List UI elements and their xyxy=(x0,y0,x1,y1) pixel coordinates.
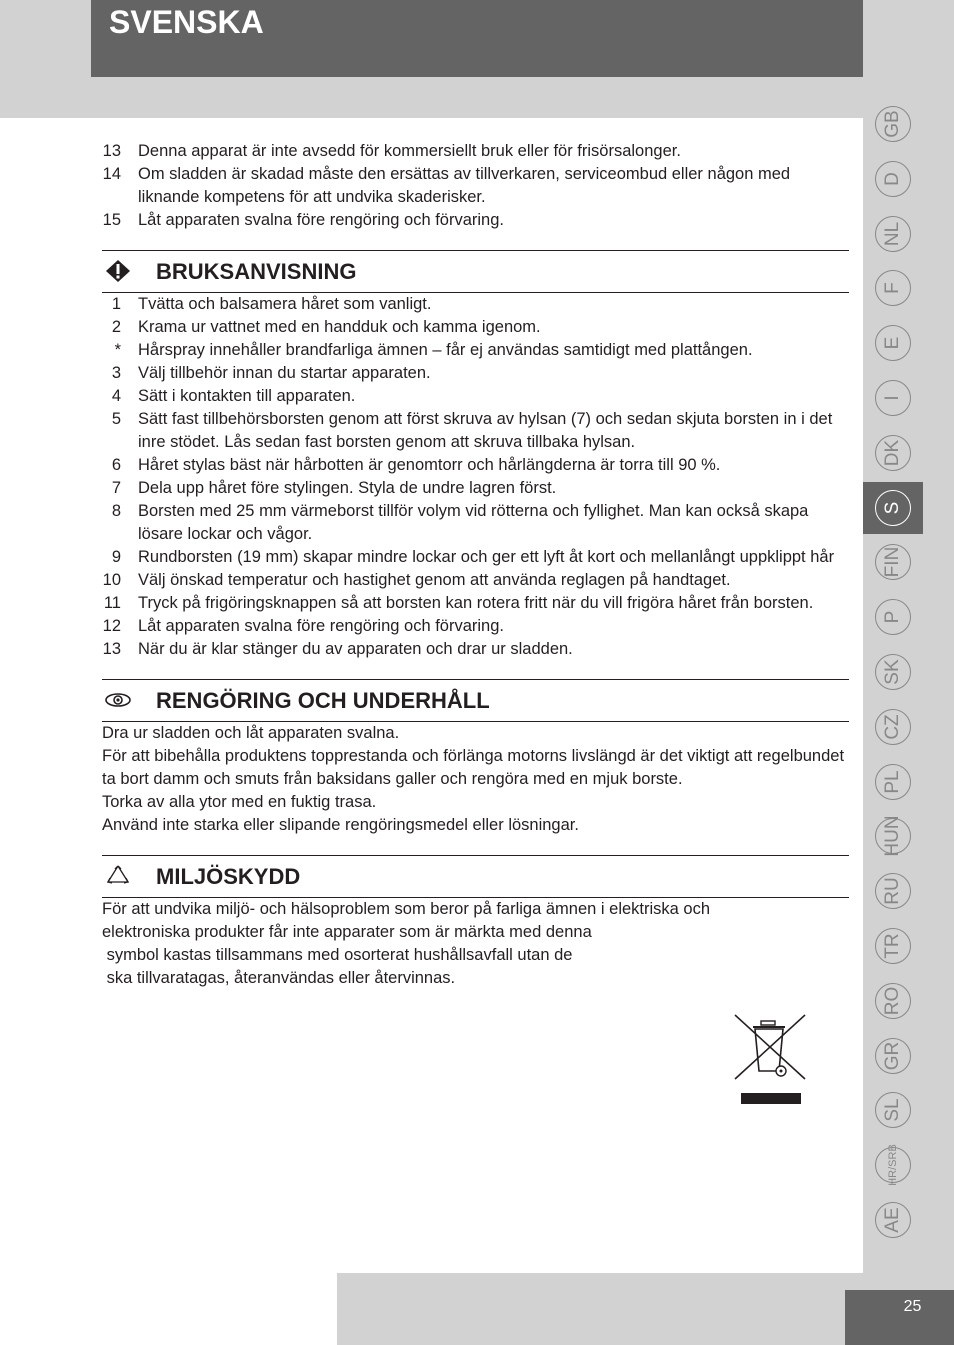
language-tab-label: FIN xyxy=(875,544,911,580)
list-item xyxy=(102,638,849,661)
language-tab[interactable] xyxy=(863,262,923,314)
section-environment xyxy=(102,855,849,990)
language-tab-label: PL xyxy=(875,764,911,800)
item-text: När du är klar stänger du av apparaten och drar ur sladden. xyxy=(138,640,573,658)
paragraph: Använd inte starka eller slipande rengöringsmedel eller lösningar. xyxy=(102,816,579,834)
item-text: Välj tillbehör innan du startar apparaten. xyxy=(138,364,431,382)
section-title: BRUKSANVISNING xyxy=(156,259,357,284)
list-item xyxy=(102,140,849,163)
instructions-list xyxy=(102,293,849,661)
paragraph: ska tillvaratagas, återanvändas eller återvinnas. xyxy=(102,969,456,987)
item-text: Dela upp håret före stylingen. Styla de undre lagren först. xyxy=(138,479,557,497)
item-number: 10 xyxy=(102,571,121,589)
section-cleaning xyxy=(102,679,849,837)
list-item xyxy=(102,408,849,454)
language-tab[interactable] xyxy=(863,646,923,698)
item-text: Om sladden är skadad måste den ersättas av tillverkaren, serviceombud eller någon med liknande kompetens för att undvika skaderisker. xyxy=(138,165,791,206)
item-number: 13 xyxy=(102,640,121,658)
list-item xyxy=(102,546,849,569)
item-number: 12 xyxy=(102,617,121,635)
language-tab[interactable] xyxy=(863,427,923,479)
language-tab[interactable] xyxy=(863,810,923,862)
language-tab-label: HUN xyxy=(875,818,911,854)
language-tab[interactable] xyxy=(863,865,923,917)
page-title: SVENSKA xyxy=(109,4,264,40)
list-item xyxy=(102,163,849,209)
item-number: 15 xyxy=(102,211,121,229)
item-text: Låt apparaten svalna före rengöring och förvaring. xyxy=(138,617,504,635)
item-text: Sätt i kontakten till apparaten. xyxy=(138,387,356,405)
section-title: RENGÖRING OCH UNDERHÅLL xyxy=(156,688,490,713)
page-number-box xyxy=(845,1290,954,1345)
language-tab[interactable] xyxy=(863,482,923,534)
paragraph: symbol kastas tillsammans med osorterat hushållsavfall utan de xyxy=(102,946,573,964)
eye-icon xyxy=(105,688,131,712)
paragraph: För att bibehålla produktens topprestanda och förlänga motorns livslängd är det viktigt att regelbundet ta bort damm och smuts från baksidans galler och rengöra med en mjuk borste. xyxy=(102,747,845,788)
language-tab-label: HR/SRB xyxy=(875,1147,911,1183)
list-item xyxy=(102,209,849,232)
list-item xyxy=(102,454,849,477)
item-number: 7 xyxy=(111,479,121,497)
item-text: Denna apparat är inte avsedd för kommersiellt bruk eller för frisörsalonger. xyxy=(138,142,681,160)
item-text: Låt apparaten svalna före rengöring och förvaring. xyxy=(138,211,504,229)
language-tab[interactable] xyxy=(863,701,923,753)
paragraph: Dra ur sladden och låt apparaten svalna. xyxy=(102,724,400,742)
list-item xyxy=(102,592,849,615)
language-tab[interactable] xyxy=(863,591,923,643)
section-heading xyxy=(102,855,849,898)
item-number: * xyxy=(114,341,121,359)
item-text: Välj önskad temperatur och hastighet genom att använda reglagen på handtaget. xyxy=(138,571,731,589)
language-tab[interactable] xyxy=(863,1084,923,1136)
item-number: 2 xyxy=(111,318,121,336)
language-tab-label: SK xyxy=(875,654,911,690)
list-item xyxy=(102,339,849,362)
section-instructions xyxy=(102,250,849,661)
item-text: Hårspray innehåller brandfarliga ämnen – får ej användas samtidigt med plattången. xyxy=(138,341,753,359)
item-number: 8 xyxy=(111,502,121,520)
language-tab[interactable] xyxy=(863,208,923,260)
language-tab[interactable] xyxy=(863,975,923,1027)
content xyxy=(102,140,849,990)
language-tab-label: CZ xyxy=(875,709,911,745)
language-tab[interactable] xyxy=(863,756,923,808)
item-text: Rundborsten (19 mm) skapar mindre lockar och ger ett lyft åt kort och mellanlångt uppklippt hår xyxy=(138,548,835,566)
list-item xyxy=(102,385,849,408)
language-tab-label: E xyxy=(875,325,911,361)
language-tab[interactable] xyxy=(863,920,923,972)
paragraph: Torka av alla ytor med en fuktig trasa. xyxy=(102,793,377,811)
item-text: Sätt fast tillbehörsborsten genom att först skruva av hylsan (7) och sedan skjuta borsten in i det inre stödet. Lås sedan fast borsten genom att skruva tillbaka hylsan. xyxy=(138,410,833,451)
list-item xyxy=(102,362,849,385)
language-tab-label: RU xyxy=(875,873,911,909)
item-number: 4 xyxy=(111,387,121,405)
page-area-bottom xyxy=(0,1273,337,1345)
language-tab-label: DK xyxy=(875,435,911,471)
language-tab-label: F xyxy=(875,270,911,306)
language-tab-label: GR xyxy=(875,1038,911,1074)
item-number: 14 xyxy=(102,165,121,183)
language-tab-label: I xyxy=(875,380,911,416)
language-tab[interactable] xyxy=(863,317,923,369)
language-tab-label: AE xyxy=(875,1202,911,1238)
language-tab[interactable] xyxy=(863,536,923,588)
section-title: MILJÖSKYDD xyxy=(156,864,301,889)
item-number: 11 xyxy=(103,594,121,612)
list-item xyxy=(102,316,849,339)
item-number: 13 xyxy=(102,142,121,160)
list-item xyxy=(102,569,849,592)
language-tab-label: SL xyxy=(875,1092,911,1128)
language-tab[interactable] xyxy=(863,98,923,150)
item-number: 1 xyxy=(111,295,121,313)
list-item xyxy=(102,293,849,316)
item-number: 5 xyxy=(111,410,121,428)
language-tab-label: NL xyxy=(875,216,911,252)
intro-list xyxy=(102,140,849,232)
item-text: Tvätta och balsamera håret som vanligt. xyxy=(138,295,432,313)
language-tab[interactable] xyxy=(863,1194,923,1246)
weee-bin-icon xyxy=(733,1013,807,1107)
item-number: 6 xyxy=(111,456,121,474)
language-tab[interactable] xyxy=(863,1030,923,1082)
section-heading xyxy=(102,250,849,293)
language-tab[interactable] xyxy=(863,372,923,424)
item-text: Tryck på frigöringsknappen så att borsten kan rotera fritt när du vill frigöra håret från borsten. xyxy=(138,594,814,612)
list-item xyxy=(102,500,849,546)
item-number: 9 xyxy=(111,548,121,566)
language-tab-label: RO xyxy=(875,983,911,1019)
header-bar xyxy=(91,0,863,77)
item-number: 3 xyxy=(111,364,121,382)
language-tab-label: TR xyxy=(875,928,911,964)
item-text: Krama ur vattnet med en handduk och kamma igenom. xyxy=(138,318,541,336)
page-number: 25 xyxy=(903,1298,922,1315)
paragraph: elektroniska produkter får inte apparater som är märkta med denna xyxy=(102,923,592,941)
paragraph: För att undvika miljö- och hälsoproblem som beror på farliga ämnen i elektriska och xyxy=(102,900,711,918)
language-tab-label: GB xyxy=(875,106,911,142)
language-tab-label: P xyxy=(875,599,911,635)
list-item xyxy=(102,477,849,500)
language-tab-label: S xyxy=(875,490,911,526)
language-tab[interactable] xyxy=(863,1139,923,1191)
language-tab-label: D xyxy=(875,161,911,197)
language-tab[interactable] xyxy=(863,153,923,205)
warning-icon xyxy=(105,259,131,283)
recycle-icon xyxy=(105,864,131,888)
section-heading xyxy=(102,679,849,722)
item-text: Håret stylas bäst när hårbotten är genomtorr och hårlängderna är torra till 90 %. xyxy=(138,456,721,474)
item-text: Borsten med 25 mm värmeborst tillför volym vid rötterna och fyllighet. Man kan också skapa lösare lockar och vågor. xyxy=(138,502,809,543)
list-item xyxy=(102,615,849,638)
